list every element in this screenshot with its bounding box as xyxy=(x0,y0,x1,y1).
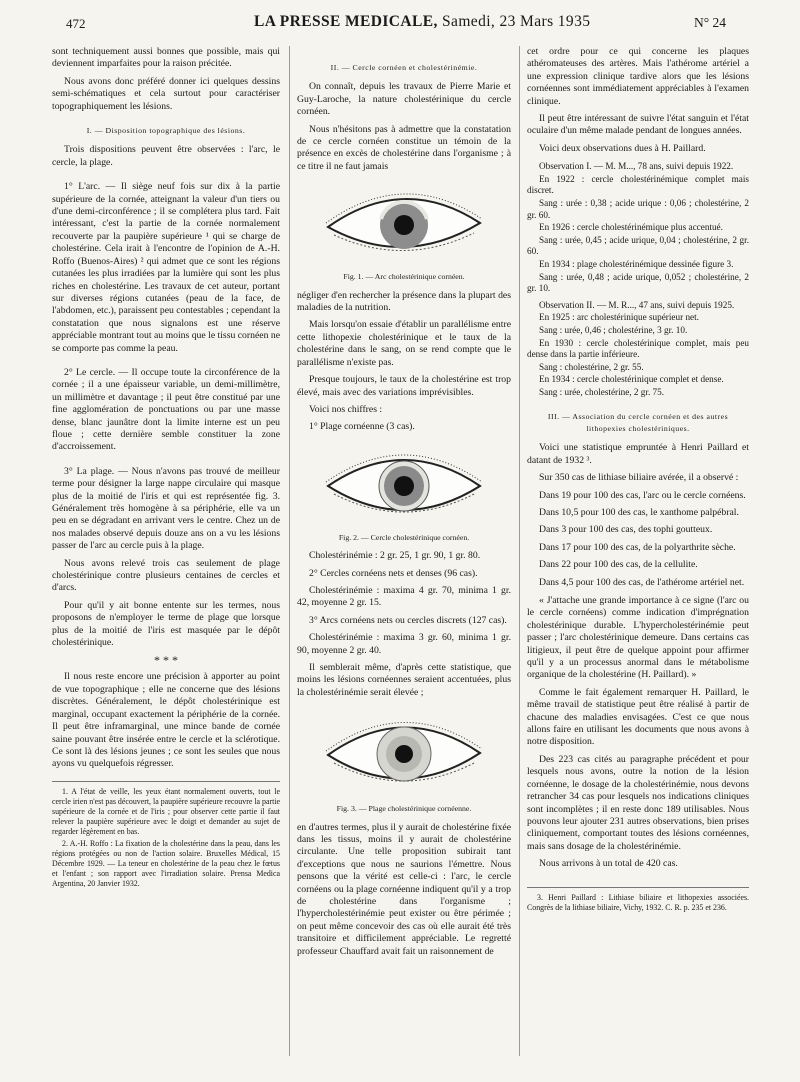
section-heading: III. — Association du cercle cornéen et des autres lithopexies cholestériniques. xyxy=(547,411,729,433)
observation-line: En 1930 : cercle cholestérinique complet, mais peu dense dans la partie inférieure. xyxy=(527,337,749,360)
paragraph: Sur 350 cas de lithiase biliaire avérée, il a observé : xyxy=(539,472,739,484)
paragraph: Il semblerait même, d'après cette statistique, que moins les lésions cornéennes seraient accentuées, plus la cholestérinémie serait élevée ; xyxy=(297,661,511,698)
paragraph: cet ordre pour ce qui concerne les plaques athéromateuses des artères. Mais l'athérome artériel a une expression clinique tardive alors que les lésions cornéennes sont immédiatement appréciables à l'examen clinique. xyxy=(527,46,749,107)
figure-1-caption: Fig. 1. — Arc cholestérinique cornéen. xyxy=(343,272,465,282)
paragraph: 2° Cercles cornéens nets et denses (96 cas). xyxy=(309,567,478,579)
column-divider xyxy=(519,46,520,1056)
paragraph: Cholestérinémie : 2 gr. 25, 1 gr. 90, 1 gr. 80. xyxy=(309,550,481,562)
footnote-rule xyxy=(52,781,280,782)
paragraph: négliger d'en rechercher la présence dans la plupart des maladies de la nutrition. xyxy=(297,289,511,314)
footnote: 1. A l'état de veille, les yeux étant normalement ouverts, tout le cercle irien n'est pas découvert, la paupière supérieure recouvre la partie supérieure de la cornée et de l'iris ; pour observer cette partie il faut relever la paupière supérieure avec le doigt et demander au sujet de regarder légèrement en bas. xyxy=(52,786,280,836)
figure-3 xyxy=(297,707,511,797)
observation-line: Observation II. — M. R..., 47 ans, suivi depuis 1925. xyxy=(539,299,735,310)
observation-line: En 1934 : plage cholestérinémique dessinée figure 3. xyxy=(539,259,734,269)
figure-2 xyxy=(297,442,511,526)
section-separator: * * * xyxy=(154,653,178,668)
journal-name: LA PRESSE MEDICALE, xyxy=(254,13,438,30)
paragraph: Il nous reste encore une précision à apporter au point de vue topographique ; elle ne concerne que des lésions discrètes. Généralement, le dépôt cholestérinique est marginal, occupant exactement la périphérie de la cornée. Il peut être inframarginal, une mince bande de cornée saine pouvant être insérée entre le cercle et la sclérotique. Ce sont là des lésions jeunes ; ce sont les seules que nous ayons vu quelquefois régresser. xyxy=(52,671,280,770)
section-heading: II. — Cercle cornéen et cholestérinémie. xyxy=(330,63,478,72)
paragraph: 3° La plage. — Nous n'avons pas trouvé de meilleur terme pour désigner la large nappe circulaire qui masque plus de la moitié de l'iris et qui est représentée fig. 3. Généralement très homogène à sa périphérie, elle va un peu en se dégradant en arrivant vers le centre. Chez un de nos malades observé depuis douze ans on a vu les lésions passer de l'arc au cercle puis à la plage. xyxy=(52,465,280,552)
observation-2 xyxy=(527,300,749,399)
paragraph: 2° Le cercle. — Il occupe toute la circonférence de la cornée ; il a une épaisseur variable, un demi-millimètre, un millimètre et davantage ; il peut être constitué par une fine agglomération de ponctuations ou par une masse dense, blanc jaunâtre dont la limite interne est un peu floue ; cette dernière semble constituer la zone d'accroissement. xyxy=(52,366,280,453)
eye-circle-illustration xyxy=(324,442,484,526)
paragraph: Trois dispositions peuvent être observées : l'arc, le cercle, la plage. xyxy=(52,144,280,168)
footnote: 3. Henri Paillard : Lithiase biliaire et lithopexies associées. Congrès de la lithiase biliaire, Vichy, 1932. C. R. p. 235 et 236. xyxy=(527,892,749,912)
eye-plage-illustration xyxy=(324,707,484,797)
paragraph: en d'autres termes, plus il y aurait de cholestérine fixée dans les tissus, moins il y aurait de cholestérine circulante. Une telle proposition subirait tant d'exceptions que nous ne saurions l'émettre. Nous pensons que la vérité est celle-ci : l'arc, le cercle cornéens ou la plage cornéenne indiquent qu'il y a trop de cholestérine dans l'organisme ; l'hypercholestérinémie peut exister ou être périmée ; on peut même concevoir des cas où elle aurait été très transitoire et difficilement appréciable. Le regretté professeur Chauffard avait fait un raisonnement de xyxy=(297,821,511,957)
paragraph: Presque toujours, le taux de la cholestérine est trop élevé, mais avec des variations imprévisibles. xyxy=(297,374,511,398)
paragraph: Voici deux observations dues à H. Paillard. xyxy=(539,142,706,154)
section-heading: I. — Disposition topographique des lésions. xyxy=(86,126,246,136)
paragraph: « J'attache une grande importance à ce signe (l'arc ou le cercle cornéens) comme indication d'imprégnation cholestérinique durable. L'hypercholestérinémie peut passer ; l'arc cholestérinique demeure. Dans certains cas litigieux, il peut être de quelque appoint pour affirmer qu'il y a un processus anormal dans le métabolisme organique de la cholestérine (H. Paillard). » xyxy=(527,595,749,681)
footnote-rule xyxy=(527,887,749,888)
observation-line: En 1934 : cercle cholestérinique complet et dense. xyxy=(539,374,724,385)
list-item: Dans 17 pour 100 des cas, de la polyarthrite sèche. xyxy=(539,541,736,553)
observation-line: Sang : urée, 0,45 ; acide urique, 0,04 ; cholestérine, 2 gr. 60. xyxy=(527,234,749,257)
paragraph: Cholestérinémie : maxima 3 gr. 60, minima 1 gr. 90, moyenne 2 gr. 40. xyxy=(297,632,511,656)
paragraph: Nous n'hésitons pas à admettre que la constatation de ce cercle cornéen constitue un témoin de la présence en excès de cholestérine dans l'organisme ; à ce titre il ne faut jamais xyxy=(297,123,511,172)
observation-line: Sang : cholestérine, 2 gr. 55. xyxy=(539,361,644,372)
list-item: Dans 10,5 pour 100 des cas, le xanthome palpébral. xyxy=(539,506,739,518)
column-1 xyxy=(52,46,280,891)
observation-line: Observation I. — M. M..., 78 ans, suivi depuis 1922. xyxy=(539,161,734,172)
paragraph: sont techniquement aussi bonnes que possible, mais qui deviennent imparfaites pour la raison précitée. xyxy=(52,46,280,70)
column-2 xyxy=(297,46,511,963)
column-divider xyxy=(289,46,290,1056)
paragraph: Mais lorsqu'on essaie d'établir un parallélisme entre cette lithopexie cholestérinique et le taux de la cholestérine dans le sang, on se rend compte que le parallélisme n'existe pas. xyxy=(297,319,511,368)
paragraph: Voici une statistique empruntée à Henri Paillard et datant de 1932 ³. xyxy=(527,442,749,466)
paragraph: Nous arrivons à un total de 420 cas. xyxy=(539,858,678,870)
issue-date: Samedi, 23 Mars 1935 xyxy=(442,13,591,30)
paragraph: Voici nos chiffres : xyxy=(309,403,383,415)
journal-title xyxy=(254,13,590,31)
paragraph: Cholestérinémie : maxima 4 gr. 70, minima 1 gr. 42, moyenne 2 gr. 15. xyxy=(297,584,511,609)
paragraph: 1° L'arc. — Il siège neuf fois sur dix à la partie supérieure de la cornée, atteignant la valeur d'un tiers ou d'une demi-circonférence ; il se complétera plus tard. Fait intéressant, c'est la partie de la cornée normalement recouverte par la paupière supérieure ¹ qui se charge de cholestérine. Cela irait à l'encontre de l'opinion de A.-H. Roffo (Buenos-Aires) ² qui admet que ce sont les régions cutanées les plus irradiées par la lumière qui sont les plus riches en cholestérine. Les travaux de cet auteur, portant sur diverses régions cutanées (peau de la face, de l'abdomen, etc.), paraissent peu contestables ; cependant la constatation que nous signalons est une réserve appréciable montrant tout au moins que le tissu cornéen ne se comporte pas comme la peau. xyxy=(52,181,280,354)
observation-line: Sang : urée : 0,38 ; acide urique : 0,06 ; cholestérine, 2 gr. 60. xyxy=(527,198,749,220)
observation-1 xyxy=(527,161,749,295)
paragraph: On connaît, depuis les travaux de Pierre Marie et Guy-Laroche, la nature cholestérinique du cercle cornéen. xyxy=(297,81,511,118)
observation-line: En 1925 : arc cholestérinique supérieur net. xyxy=(539,312,699,323)
observation-line: Sang : urée, cholestérine, 2 gr. 75. xyxy=(539,386,665,397)
page-header xyxy=(0,0,800,40)
figure-3-caption: Fig. 3. — Plage cholestérinique cornéenne. xyxy=(336,804,472,814)
issue-number: N° 24 xyxy=(694,15,727,30)
list-item: Dans 19 pour 100 des cas, l'arc ou le cercle cornéens. xyxy=(539,489,746,501)
list-item: Dans 4,5 pour 100 des cas, de l'athérome artériel net. xyxy=(539,576,745,588)
footnote: 2. A.-H. Roffo : La fixation de la cholestérine dans la peau, dans les régions protégées ou non de l'action solaire. Bruxelles Médical, 15 Décembre 1929. — La teneur en cholestérine de la peau chez le fœtus et l'enfant ; son rapport avec l'irradiation solaire. Prensa Medica Argentina, 20 Janvier 1932. xyxy=(52,838,280,888)
figure-2-caption: Fig. 2. — Cercle cholestérinique cornéen. xyxy=(338,532,470,542)
paragraph: Nous avons donc préféré donner ici quelques dessins semi-schématiques et cela surtout pour caractériser topographiquement les lésions. xyxy=(52,75,280,112)
observation-line: Sang : urée, 0,48 ; acide urique, 0,052 ; cholestérine, 2 gr. 10. xyxy=(527,271,749,294)
eye-arc-illustration xyxy=(324,181,484,265)
list-item: Dans 22 pour 100 des cas, de la cellulite. xyxy=(539,559,698,571)
page-number: 472 xyxy=(66,16,86,31)
paragraph: 1° Plage cornéenne (3 cas). xyxy=(309,421,415,433)
paragraph: Il peut être intéressant de suivre l'état sanguin et l'état oculaire d'un même malade pendant de longues années. xyxy=(527,113,749,137)
list-item: Dans 3 pour 100 des cas, des tophi goutteux. xyxy=(539,524,713,536)
paragraph: Des 223 cas cités au paragraphe précédent et pour lesquels nous avons, outre la notion de la lésion cornéenne, le dosage de la cholestérinémie, nous devons retrancher 34 cas pour lesquels nos indications cliniques sont incomplètes ; il en reste donc 189 utilisables. Nous pouvons leur ajouter 231 autres observations, bien prises cliniquement, comportant toutes des lésions cornéennes, mais sans dosage de la cholestérinémie. xyxy=(527,753,749,852)
paragraph: Comme le fait également remarquer H. Paillard, le même travail de statistique peut être réalisé à partir de chacune des maladies envisagées. C'est ce que nous allons faire en utilisant les documents que nous avons à notre disposition. xyxy=(527,686,749,748)
figure-1 xyxy=(297,181,511,265)
column-3 xyxy=(527,46,749,915)
observation-line: Sang : urée, 0,46 ; cholestérine, 3 gr. 10. xyxy=(539,324,688,335)
paragraph: Pour qu'il y ait bonne entente sur les termes, nous proposons de n'employer le terme de plage que lorsque plus de la moitié de l'iris est masquée par le dépôt cholestérinique. xyxy=(52,599,280,649)
observation-line: En 1922 : cercle cholestérinémique complet mais discret. xyxy=(527,173,749,196)
paragraph: 3° Arcs cornéens nets ou cercles discrets (127 cas). xyxy=(309,614,507,626)
paragraph: Nous avons relevé trois cas seulement de plage cholestérinique contre plusieurs centaines de cercles et d'arcs. xyxy=(52,557,280,594)
observation-line: En 1926 : cercle cholestérinémique plus accentué. xyxy=(539,222,723,233)
